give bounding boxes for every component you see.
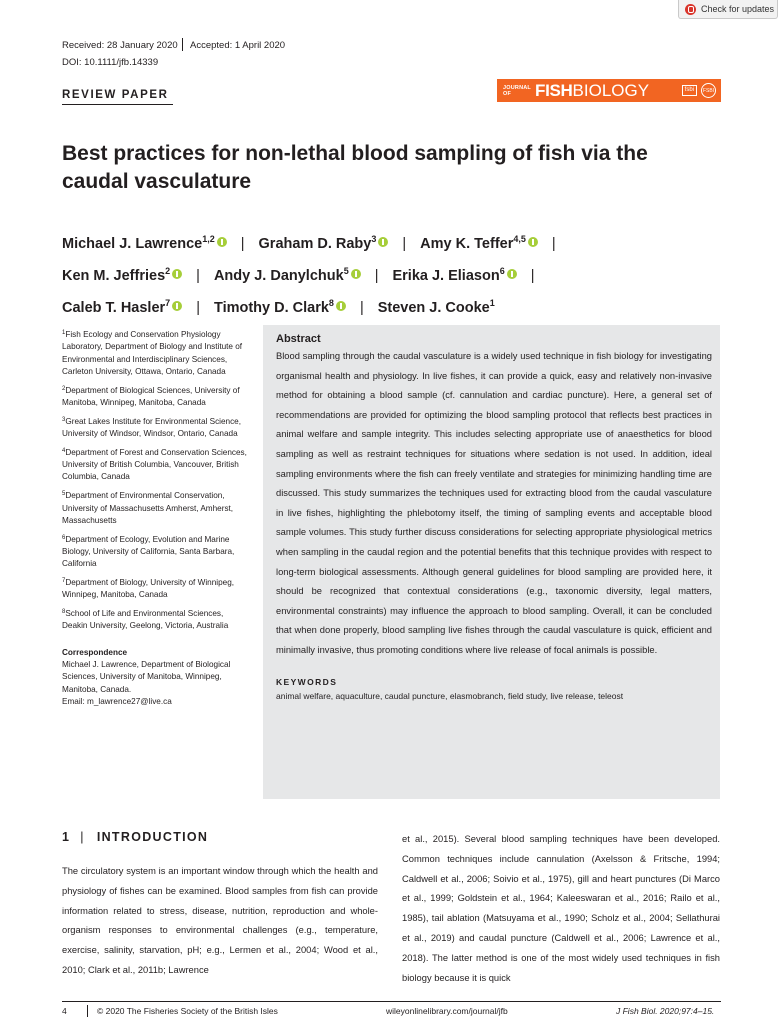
author-name[interactable]: Erika J. Eliason [392,268,500,284]
affiliations-sidebar [62,327,250,708]
affiliation-text: Fish Ecology and Conservation Physiology Laboratory, Department of Biology and Institute of Environmental and Interdisciplinary Sciences, Carleton University, Ottawa, Ontario, Canada [62,330,243,376]
affiliation-number: 7 [62,578,66,585]
orcid-icon[interactable] [217,237,227,247]
affiliation [62,414,250,441]
check-for-updates-button[interactable] [678,0,778,19]
affiliation [62,383,250,410]
check-for-updates-label: Check for updates [701,4,775,14]
footer-divider [87,1005,88,1017]
footer-rule [62,1001,721,1002]
author-name[interactable]: Andy J. Danylchuk [213,268,344,284]
author-list [62,226,742,322]
author-separator: | [196,300,200,316]
abstract-box [263,325,720,799]
author-affil: 8 [328,298,334,308]
meta-divider [182,38,183,51]
section-separator: | [80,830,85,844]
copyright: © 2020 The Fisheries Society of the British Isles [97,1006,278,1016]
correspondence-email[interactable]: Email: m_lawrence27@live.ca [62,696,172,706]
author-separator: | [196,268,200,284]
author-affil: 2 [165,266,171,276]
orcid-icon[interactable] [351,269,361,279]
author-name[interactable]: Michael J. Lawrence [62,236,203,252]
author-separator: | [240,236,245,252]
author-name[interactable]: Caleb T. Hasler [62,300,166,316]
abstract-heading: Abstract [276,333,321,345]
affiliation [62,327,250,378]
author-name[interactable]: Steven J. Cooke [377,300,490,316]
correspondence-heading: Correspondence [62,647,128,657]
section-title: INTRODUCTION [96,830,209,844]
affiliation-text: Department of Ecology, Evolution and Marine Biology, University of California, Santa Barbara, California [62,534,235,569]
intro-left-column: The circulatory system is an important window through which the health and physiology of fishes can be examined. Blood samples from fish can provide information related to stress, disease, nutrition, reproduction and whole-organism responses to environmental challenges (e.g., temperature, exercise, salinity, starvation, pH; e.g., Lermen et al., 2004; Wood et al., 2010; Clark et al., 2011b; Lawrence [62,866,378,975]
author-affil: 1,2 [202,234,215,244]
abstract-body: Blood sampling through the caudal vasculature is a widely used technique in fish biology for investigating organismal health and physiology. In live fishes, it can provide a quick, easy and relatively non-invasive method for obtaining a blood sample (cf. cannulation and cardiac puncture). Here, a general set of recommendations are provided for optimizing the blood sampling protocol that reflects best practices in animal welfare and sample integrity. This includes selecting appropriate use of anaesthetics for blood sampling as well as restraint techniques for situations where sedation is not used. In addition, ideal sampling environments where the fish can freely ventilate and strategies for minimizing handling time are discussed. This study summarizes the techniques used for extracting blood from the caudal vasculature in live fishes, highlighting the phlebotomy itself, the timing of sampling events and acceptable blood sample volumes. This study further discuss considerations for selecting appropriate physiological metrics when sampling in the caudal region and the potential benefits that this technique provides with respect to long-term biological assessments. Although general guidelines for blood sampling are provided here, it should be recognized that contextual considerations (e.g., taxonomic diversity, legal matters, environmental constraints) may influence the approach to blood sampling. Overall, it can be concluded that when done properly, blood sampling live fishes through the caudal vasculature is quick, efficient and minimally invasive, thus promoting conditions where live release of focal animals is possible. [276,351,712,655]
author-affil: 5 [343,266,349,276]
author-name[interactable]: Ken M. Jeffries [62,268,166,284]
fsbi-seal-logo: FSBI [701,83,716,98]
journal-prefix: JOURNAL OF [503,84,531,97]
affiliation-text: Department of Biological Sciences, University of Manitoba, Winnipeg, Manitoba, Canada [62,385,240,407]
correspondence-text: Michael J. Lawrence, Department of Biological Sciences, University of Manitoba, Winnipeg, Manitoba, Canada. [62,660,231,694]
orcid-icon[interactable] [507,269,517,279]
fsbi-logo: fsbi [682,85,697,96]
section-number: 1 [62,830,71,844]
orcid-icon[interactable] [378,237,388,247]
keywords-heading: KEYWORDS [276,676,338,687]
received-date: Received: 28 January 2020 [62,40,178,51]
journal-url[interactable]: wileyonlinelibrary.com/journal/jfb [386,1006,508,1016]
orcid-icon[interactable] [172,301,182,311]
accepted-date: Accepted: 1 April 2020 [190,40,286,51]
section-underline [62,104,173,105]
affiliation-text: Department of Biology, University of Winnipeg, Winnipeg, Manitoba, Canada [62,578,235,600]
journal-banner [497,79,721,102]
intro-right-column: et al., 2015). Several blood sampling techniques have been developed. Common techniques include cannulation (Axelsson & Fritsche, 1994; Caldwell et al., 2006; Soivio et al., 1975), gill and heart punctures (Di Marco et al., 1999; Goldstein et al., 1964; Kaleeswaran et al., 2016; Railo et al., 1985), tail ablation (Matsuyama et al., 1990; Scholz et al., 2004; Sellathurai et al., 2019) and caudal puncture (Caldwell et al., 2006; Lawrence et al., 2018). The latter method is one of the most widely used techniques in fish biology because it is quick [402,834,720,983]
journal-biology: BIOLOGY [572,80,650,100]
author-affil: 4,5 [513,234,526,244]
affiliation-number: 5 [62,491,66,498]
author-affil: 1 [489,298,495,308]
page-number: 4 [62,1006,67,1016]
affiliation-text: School of Life and Environmental Sciences, Deakin University, Geelong, Victoria, Australia [62,609,229,631]
journal-fish: FISH [535,80,573,100]
article-title [62,140,712,196]
affiliation-number: 8 [62,609,66,616]
title-text: Best practices for non-lethal blood sampling of fish via the caudal vasculature [62,142,648,193]
author-name[interactable]: Amy K. Teffer [420,236,514,252]
author-name[interactable]: Graham D. Raby [258,236,372,252]
affiliation-number: 1 [62,330,66,336]
affiliation-number: 6 [62,534,66,541]
keywords-list: animal welfare, aquaculture, caudal puncture, elasmobranch, field study, live release, teleost [276,690,624,701]
affiliation [62,445,250,484]
affiliation-text: Great Lakes Institute for Environmental Science, University of Windsor, Windsor, Ontario, Canada [62,416,242,439]
author-separator: | [402,236,407,252]
affiliation [62,532,250,571]
author-affil: 7 [165,298,171,308]
affiliation-number: 4 [62,447,66,454]
doi[interactable]: DOI: 10.1111/jfb.14339 [62,57,159,68]
author-affil: 3 [371,234,377,244]
author-affil: 6 [499,266,505,276]
orcid-icon[interactable] [172,269,182,279]
intro-heading [62,830,208,844]
affiliation-text: Department of Environmental Conservation, University of Massachusetts Amherst, Amherst, Massachusetts [62,491,234,525]
author-separator: | [374,268,379,284]
crossmark-icon [685,4,696,15]
affiliation [62,575,250,602]
author-separator: | [551,236,556,252]
author-separator: | [530,268,535,284]
affiliation-number: 2 [62,385,66,392]
section-label: REVIEW PAPER [62,89,169,101]
affiliation-number: 3 [62,416,66,423]
affiliation [62,606,250,633]
orcid-icon[interactable] [336,301,346,311]
author-separator: | [359,300,364,316]
affiliation [62,488,250,527]
orcid-icon[interactable] [528,237,538,247]
author-name[interactable]: Timothy D. Clark [213,300,329,316]
citation: J Fish Biol. 2020;97:4–15. [616,1006,715,1016]
affiliation-text: Department of Forest and Conservation Sciences, University of British Columbia, Vancouver, British Columbia, Canada [62,447,247,482]
